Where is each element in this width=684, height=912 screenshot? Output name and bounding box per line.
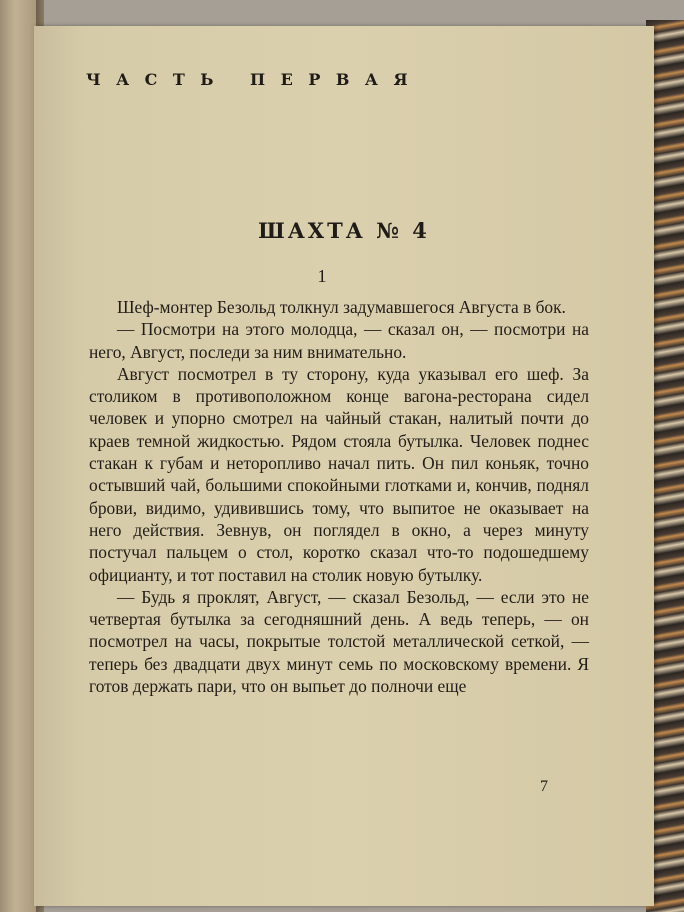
- paragraph: — Посмотри на этого молодца, — сказал он, — посмотри на него, Август, последи за ним внимательно.: [89, 319, 589, 362]
- paragraph: — Будь я проклят, Август, — сказал Безольд, — если это не четвертая бутылка за сегодняшний день. А ведь теперь, — он посмотрел на часы, покрытые толстой металлической сеткой, — теперь без двадцати двух минут семь по московскому времени. Я готов держать пари, что он выпьет до полночи еще: [89, 586, 589, 697]
- chapter-title: ШАХТА № 4: [258, 218, 430, 243]
- part-title: ЧАСТЬ ПЕРВАЯ: [86, 70, 424, 89]
- left-page-edge: [0, 0, 38, 912]
- book-page: [34, 26, 654, 906]
- paragraph: Шеф-монтер Безольд толкнул задумавшегося Августа в бок.: [117, 297, 566, 317]
- body-text: [89, 296, 589, 697]
- section-number: 1: [317, 266, 327, 286]
- page-number: 7: [540, 778, 548, 795]
- paragraph: Август посмотрел в ту сторону, куда указывал его шеф. За столиком в противоположном конце вагона-ресторана сидел человек и упорно смотрел на чайный стакан, налитый почти до краев темной жидкостью. Рядом стояла бутылка. Человек поднес стакан к губам и неторопливо начал пить. Он пил коньяк, точно остывший чай, большими спокойными глотками и, кончив, поднял брови, видимо, удивившись тому, что выпитое не оказывает на него действия. Зевнув, он поглядел в окно, а через минуту постучал пальцем о стол, коротко сказал что-то подошедшему официанту, и тот поставил на столик новую бутылку.: [89, 363, 589, 585]
